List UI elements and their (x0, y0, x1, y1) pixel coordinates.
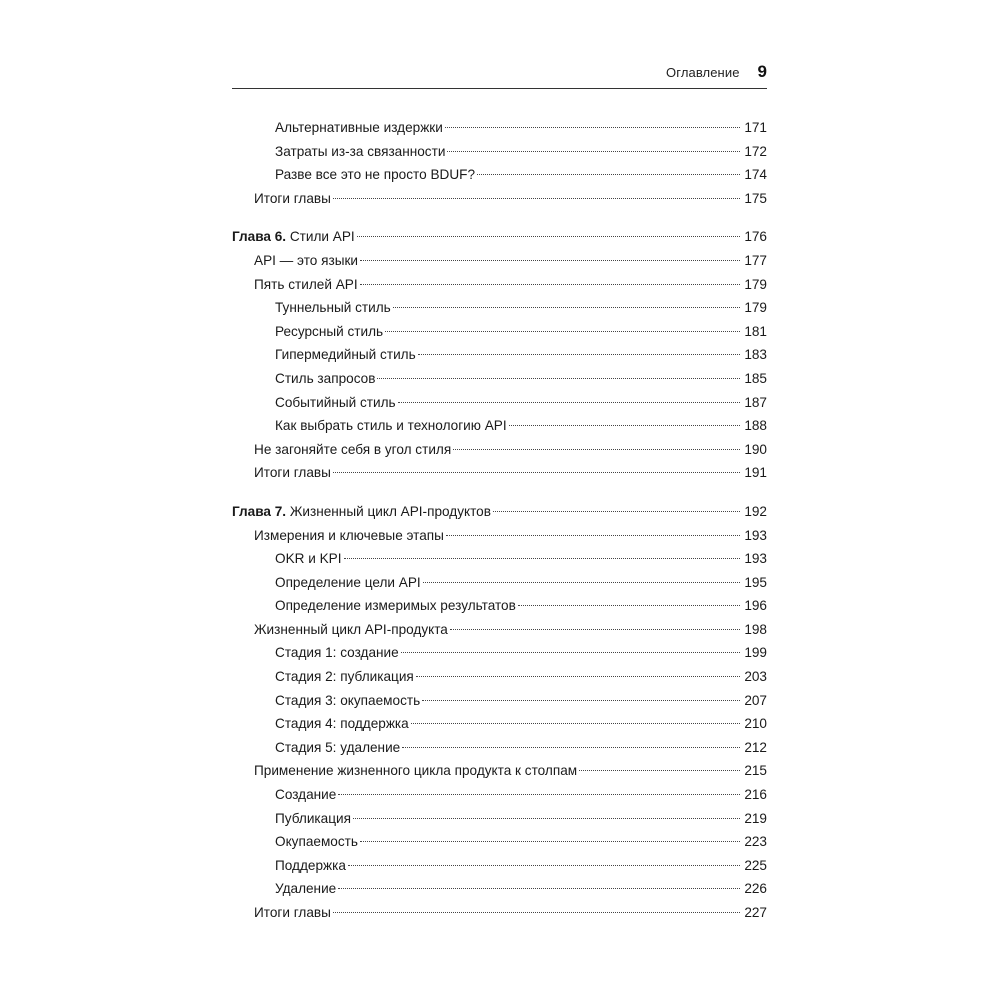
toc-entry-text: Стили API (289, 229, 355, 245)
toc-entry (232, 273, 767, 297)
dot-leader (360, 841, 740, 842)
toc-entry-title (232, 500, 491, 524)
toc-entry (232, 296, 767, 320)
toc-entry-text: Не загоняйте себя в угол стиля (254, 441, 452, 457)
toc-entry-text: Пять стилей API (254, 276, 358, 292)
toc-page-number: 179 (744, 276, 767, 292)
dot-leader (418, 354, 740, 355)
toc-entry-text: Создание (275, 787, 337, 803)
dot-leader (411, 723, 740, 724)
toc-page-number: 174 (744, 167, 767, 183)
toc-entry-title (275, 807, 351, 831)
toc-entry-title (275, 547, 342, 571)
toc-entry (232, 830, 767, 854)
toc-entry-text: Туннельный стиль (275, 300, 391, 316)
dot-leader (333, 198, 740, 199)
toc-page-number: 190 (744, 441, 767, 457)
toc-entry-title (275, 736, 400, 760)
dot-leader (353, 818, 740, 819)
toc-entry-text: Удаление (275, 881, 337, 897)
toc-entry (232, 367, 767, 391)
toc-entry-title (275, 296, 391, 320)
dot-leader (509, 425, 740, 426)
toc-entry-title (275, 571, 421, 595)
toc-entry (232, 140, 767, 164)
toc-entry (232, 665, 767, 689)
toc-entry-title (254, 273, 358, 297)
toc-entry-text: Окупаемость (275, 834, 358, 850)
toc-entry-text: Жизненный цикл API-продуктов (289, 503, 491, 519)
toc-entry-text: Стадия 4: поддержка (275, 716, 409, 732)
toc-entry-text: Поддержка (275, 857, 346, 873)
chapter-label: Глава 6. (232, 229, 287, 245)
toc-entry-text: Стадия 2: публикация (275, 669, 414, 685)
toc-entry-title (275, 783, 336, 807)
toc-page-number: 216 (744, 787, 767, 803)
toc-entry-text: Альтернативные издержки (275, 120, 443, 135)
toc-entry-text: Как выбрать стиль и технологию API (275, 418, 507, 434)
toc-chapter-entry (232, 500, 767, 524)
toc-page-number: 199 (744, 645, 767, 661)
toc-page-number: 187 (744, 394, 767, 410)
toc-entry-title (275, 116, 443, 140)
toc-entry-title (275, 641, 399, 665)
toc-entry (232, 759, 767, 783)
toc-entry-title (275, 320, 383, 344)
toc-page-number: 193 (744, 551, 767, 567)
dot-leader (393, 307, 740, 308)
toc-entry (232, 807, 767, 831)
toc-entry-title (275, 163, 475, 187)
toc-page-number: 226 (744, 881, 767, 897)
dot-leader (450, 629, 740, 630)
dot-leader (447, 151, 740, 152)
dot-leader (402, 747, 740, 748)
dot-leader (338, 794, 740, 795)
toc-entry-title (254, 901, 331, 925)
toc-entry (232, 414, 767, 438)
toc-entry-title (254, 618, 448, 642)
toc-page-number: 225 (744, 857, 767, 873)
dot-leader (579, 770, 740, 771)
toc-entry (232, 736, 767, 760)
toc-entry-text: Стадия 5: удаление (275, 739, 401, 755)
toc-entry (232, 712, 767, 736)
toc-entry-title (275, 830, 358, 854)
toc-entry (232, 618, 767, 642)
toc-entry (232, 547, 767, 571)
toc-entry (232, 163, 767, 187)
running-header (666, 62, 767, 82)
toc-page-number: 177 (744, 252, 767, 268)
toc-entry-title (275, 689, 420, 713)
toc-entry-title (275, 414, 507, 438)
dot-leader (416, 676, 740, 677)
dot-leader (423, 582, 740, 583)
toc-entry-text: Событийный стиль (275, 394, 396, 410)
toc-page-number: 188 (744, 418, 767, 434)
toc-entry (232, 641, 767, 665)
toc-entry (232, 783, 767, 807)
toc-entry (232, 689, 767, 713)
toc-entry-text: Определение измеримых результатов (275, 598, 516, 614)
dot-leader (453, 449, 740, 450)
toc-entry-text: Итоги главы (254, 905, 331, 920)
dot-leader (333, 472, 740, 473)
dot-leader (422, 700, 740, 701)
toc-entry-text: Измерения и ключевые этапы (254, 527, 444, 543)
header-rule (232, 88, 767, 89)
toc-entry-title (275, 367, 375, 391)
toc-entry-text: OKR и KPI (275, 551, 342, 567)
toc-page-number: 212 (744, 739, 767, 755)
toc-entry (232, 320, 767, 344)
toc-page-number: 192 (744, 503, 767, 519)
toc-entry (232, 901, 767, 925)
toc-entry (232, 854, 767, 878)
dot-leader (348, 865, 740, 866)
toc-page-number: 215 (744, 763, 767, 779)
dot-leader (338, 888, 740, 889)
toc-entry-title (254, 438, 451, 462)
chapter-label: Глава 7. (232, 503, 287, 519)
book-page (232, 0, 767, 1000)
toc-page-number: 171 (744, 120, 767, 135)
table-of-contents (232, 116, 767, 925)
toc-entry-title (254, 759, 577, 783)
toc-entry-title (275, 140, 445, 164)
dot-leader (360, 260, 740, 261)
toc-entry-title (254, 461, 331, 485)
toc-page-number: 223 (744, 834, 767, 850)
toc-entry-text: Гипермедийный стиль (275, 347, 416, 363)
toc-entry-title (254, 524, 444, 548)
toc-entry (232, 391, 767, 415)
dot-leader (357, 236, 740, 237)
dot-leader (398, 402, 740, 403)
dot-leader (385, 331, 740, 332)
dot-leader (401, 652, 740, 653)
toc-entry (232, 438, 767, 462)
running-title: Оглавление (666, 65, 740, 80)
toc-entry-text: Ресурсный стиль (275, 323, 384, 339)
toc-page-number: 227 (744, 905, 767, 920)
toc-page-number: 207 (744, 692, 767, 708)
toc-entry-text: Итоги главы (254, 465, 331, 481)
toc-page-number: 210 (744, 716, 767, 732)
toc-entry-title (275, 877, 336, 901)
dot-leader (446, 535, 740, 536)
toc-entry-text: Стиль запросов (275, 370, 376, 386)
dot-leader (333, 912, 740, 913)
toc-page-number: 172 (744, 143, 767, 159)
dot-leader (518, 605, 740, 606)
toc-entry-title (275, 665, 414, 689)
toc-entry-title (275, 712, 409, 736)
toc-entry (232, 249, 767, 273)
dot-leader (377, 378, 740, 379)
toc-page-number: 203 (744, 669, 767, 685)
toc-page-number: 193 (744, 527, 767, 543)
toc-page-number: 175 (744, 190, 767, 206)
toc-page-number: 195 (744, 574, 767, 590)
toc-entry-text: Определение цели API (275, 574, 421, 590)
toc-entry-title (275, 343, 416, 367)
toc-entry (232, 524, 767, 548)
toc-entry (232, 116, 767, 140)
toc-page-number: 219 (744, 810, 767, 826)
toc-entry-title (275, 594, 516, 618)
toc-entry-text: API — это языки (254, 252, 359, 268)
toc-entry-title (275, 391, 396, 415)
toc-page-number: 185 (744, 370, 767, 386)
toc-page-number: 183 (744, 347, 767, 363)
toc-entry-text: Публикация (275, 810, 351, 826)
toc-page-number: 191 (744, 465, 767, 481)
toc-page-number: 176 (744, 229, 767, 245)
toc-entry-text: Применение жизненного цикла продукта к столпам (254, 763, 578, 779)
toc-entry (232, 187, 767, 211)
toc-entry (232, 343, 767, 367)
toc-entry-title (275, 854, 346, 878)
toc-entry-text: Стадия 1: создание (275, 645, 399, 661)
toc-entry-text: Стадия 3: окупаемость (275, 692, 421, 708)
dot-leader (493, 511, 740, 512)
toc-page-number: 181 (744, 323, 767, 339)
dot-leader (360, 284, 740, 285)
toc-entry-title (254, 249, 358, 273)
toc-entry-title (254, 187, 331, 211)
toc-entry (232, 594, 767, 618)
toc-entry-text: Итоги главы (254, 190, 331, 206)
toc-entry-text: Разве все это не просто BDUF? (275, 167, 476, 183)
toc-page-number: 196 (744, 598, 767, 614)
page-number: 9 (757, 62, 767, 81)
dot-leader (344, 558, 740, 559)
toc-chapter-entry (232, 225, 767, 249)
toc-entry (232, 571, 767, 595)
toc-entry-text: Затраты из-за связанности (275, 143, 446, 159)
toc-entry-text: Жизненный цикл API-продукта (254, 621, 448, 637)
dot-leader (445, 127, 740, 128)
toc-entry-title (232, 225, 355, 249)
toc-page-number: 198 (744, 621, 767, 637)
toc-entry (232, 461, 767, 485)
toc-page-number: 179 (744, 300, 767, 316)
toc-entry (232, 877, 767, 901)
dot-leader (477, 174, 740, 175)
